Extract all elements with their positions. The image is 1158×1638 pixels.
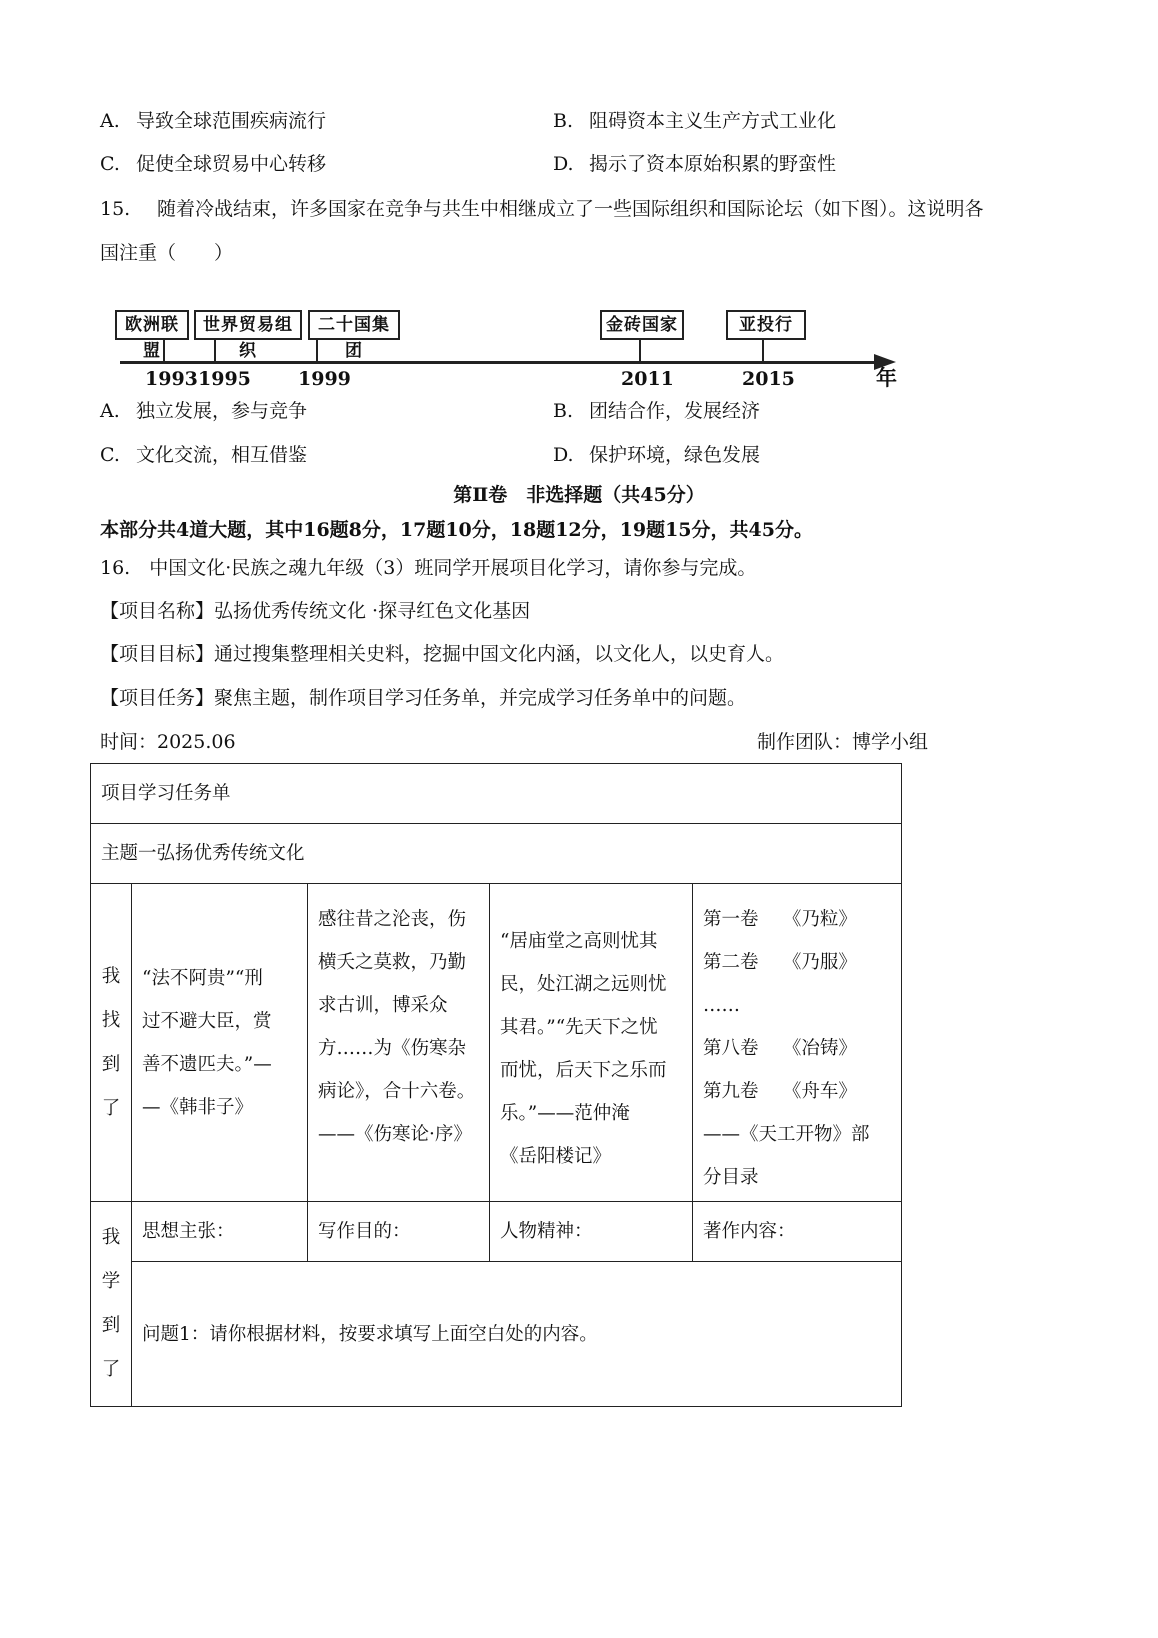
q15-option-b[interactable] [553, 398, 760, 424]
table-title: 项目学习任务单 [91, 764, 902, 824]
timeline-event-box: 欧洲联盟 [115, 310, 189, 340]
option-text: 文化交流，相互借鉴 [136, 444, 308, 466]
section-note: 本部分共4道大题，其中16题8分，17题10分，18题12分，19题15分，共45分。 [100, 519, 813, 541]
source-tiangongkaiwu: 第一卷 《乃粒》 第二卷 《乃服》 …… 第八卷 《冶铸》 第九卷 《舟车》 ——《天工开物》部 分目录 [693, 884, 902, 1202]
label-char: 了 [101, 1359, 121, 1380]
section-title: 第Ⅱ卷 非选择题（共45分） [453, 484, 705, 506]
option-text: 导致全球范围疾病流行 [136, 110, 327, 132]
learned-label [91, 1202, 132, 1407]
table-theme: 主题一弘扬优秀传统文化 [91, 824, 902, 884]
option-text: 独立发展，参与竞争 [136, 400, 308, 422]
label-char: 到 [101, 1053, 121, 1075]
timeline-figure [112, 298, 912, 390]
label-char: 我 [101, 1227, 121, 1248]
project-time: 时间：2025.06 [100, 731, 236, 753]
label-char: 我 [101, 965, 121, 987]
source-yueyanglouji: “居庙堂之高则忧其 民，处江湖之远则忧 其君。”“先天下之忧 而忧，后天下之乐而 乐。”——范仲淹 《岳阳楼记》 [490, 884, 693, 1202]
project-name: 【项目名称】弘扬优秀传统文化 ·探寻红色文化基因 [100, 600, 531, 622]
label-char: 了 [101, 1097, 121, 1119]
timeline-stem [762, 339, 764, 361]
timeline-unit: 年 [876, 365, 897, 390]
q15-option-a[interactable] [100, 398, 307, 424]
label-char: 找 [101, 1009, 121, 1031]
answer-field-purpose[interactable]: 写作目的： [308, 1202, 490, 1262]
q14-option-b[interactable] [553, 108, 836, 134]
q14-option-d[interactable] [553, 151, 836, 177]
source-hanfeizi: “法不阿贵”“刑 过不避大臣，赏 善不遗匹夫。”— —《韩非子》 [132, 884, 308, 1202]
project-team: 制作团队：博学小组 [757, 731, 929, 753]
option-text: 保护环境，绿色发展 [589, 444, 761, 466]
option-text: 阻碍资本主义生产方式工业化 [589, 110, 837, 132]
project-task: 【项目任务】聚焦主题，制作项目学习任务单，并完成学习任务单中的问题。 [100, 687, 747, 709]
answer-field-content[interactable]: 著作内容： [693, 1202, 902, 1262]
option-label: A. [100, 110, 120, 132]
timeline-event-box: 金砖国家 [600, 310, 684, 340]
q16-intro: 16. 中国文化·民族之魂九年级（3）班同学开展项目化学习，请你参与完成。 [100, 557, 757, 579]
option-label: A. [100, 400, 120, 422]
found-label [91, 884, 132, 1202]
project-goal: 【项目目标】通过搜集整理相关史料，挖掘中国文化内涵，以文化人，以史育人。 [100, 643, 785, 665]
timeline-year: 1993 [145, 368, 198, 390]
option-text: 促使全球贸易中心转移 [136, 153, 327, 175]
task-table [90, 763, 902, 1407]
timeline-event-box: 世界贸易组织 [194, 310, 302, 340]
q15-text-line1: 随着冷战结束，许多国家在竞争与共生中相继成立了一些国际组织和国际论坛（如下图）。这说明各 [157, 198, 984, 220]
timeline-year: 2011 [621, 368, 674, 390]
timeline-event-box: 二十国集团 [308, 310, 400, 340]
q14-option-a[interactable] [100, 108, 326, 134]
q15-stem [100, 196, 984, 222]
answer-field-spirit[interactable]: 人物精神： [490, 1202, 693, 1262]
option-text: 团结合作，发展经济 [589, 400, 761, 422]
timeline-year: 2015 [742, 368, 795, 390]
timeline-stem [639, 339, 641, 361]
source-shanghanlun: 感往昔之沦丧，伤 横夭之莫救，乃勤 求古训，博采众 方……为《伤寒杂 病论》，合十六卷。 ——《伤寒论·序》 [308, 884, 490, 1202]
timeline-year: 1995 [198, 368, 251, 390]
option-label: B. [553, 400, 574, 422]
timeline-axis [120, 361, 880, 364]
option-label: C. [100, 153, 120, 175]
q15-option-c[interactable] [100, 442, 307, 468]
q15-option-d[interactable] [553, 442, 760, 468]
option-label: B. [553, 110, 574, 132]
timeline-stem [214, 339, 216, 361]
option-text: 揭示了资本原始积累的野蛮性 [589, 153, 837, 175]
option-label: D. [553, 153, 574, 175]
timeline-event-box: 亚投行 [726, 310, 806, 340]
timeline-stem [163, 339, 165, 361]
option-label: C. [100, 444, 120, 466]
question-number: 15. [100, 198, 131, 220]
q15-text-line2: 国注重（ ） [100, 242, 234, 264]
label-char: 学 [101, 1271, 121, 1292]
timeline-year: 1999 [298, 368, 351, 390]
q14-option-c[interactable] [100, 151, 326, 177]
option-label: D. [553, 444, 574, 466]
label-char: 到 [101, 1315, 121, 1336]
timeline-stem [316, 339, 318, 361]
answer-field-thought[interactable]: 思想主张： [132, 1202, 308, 1262]
question-1: 问题1：请你根据材料，按要求填写上面空白处的内容。 [132, 1262, 902, 1407]
